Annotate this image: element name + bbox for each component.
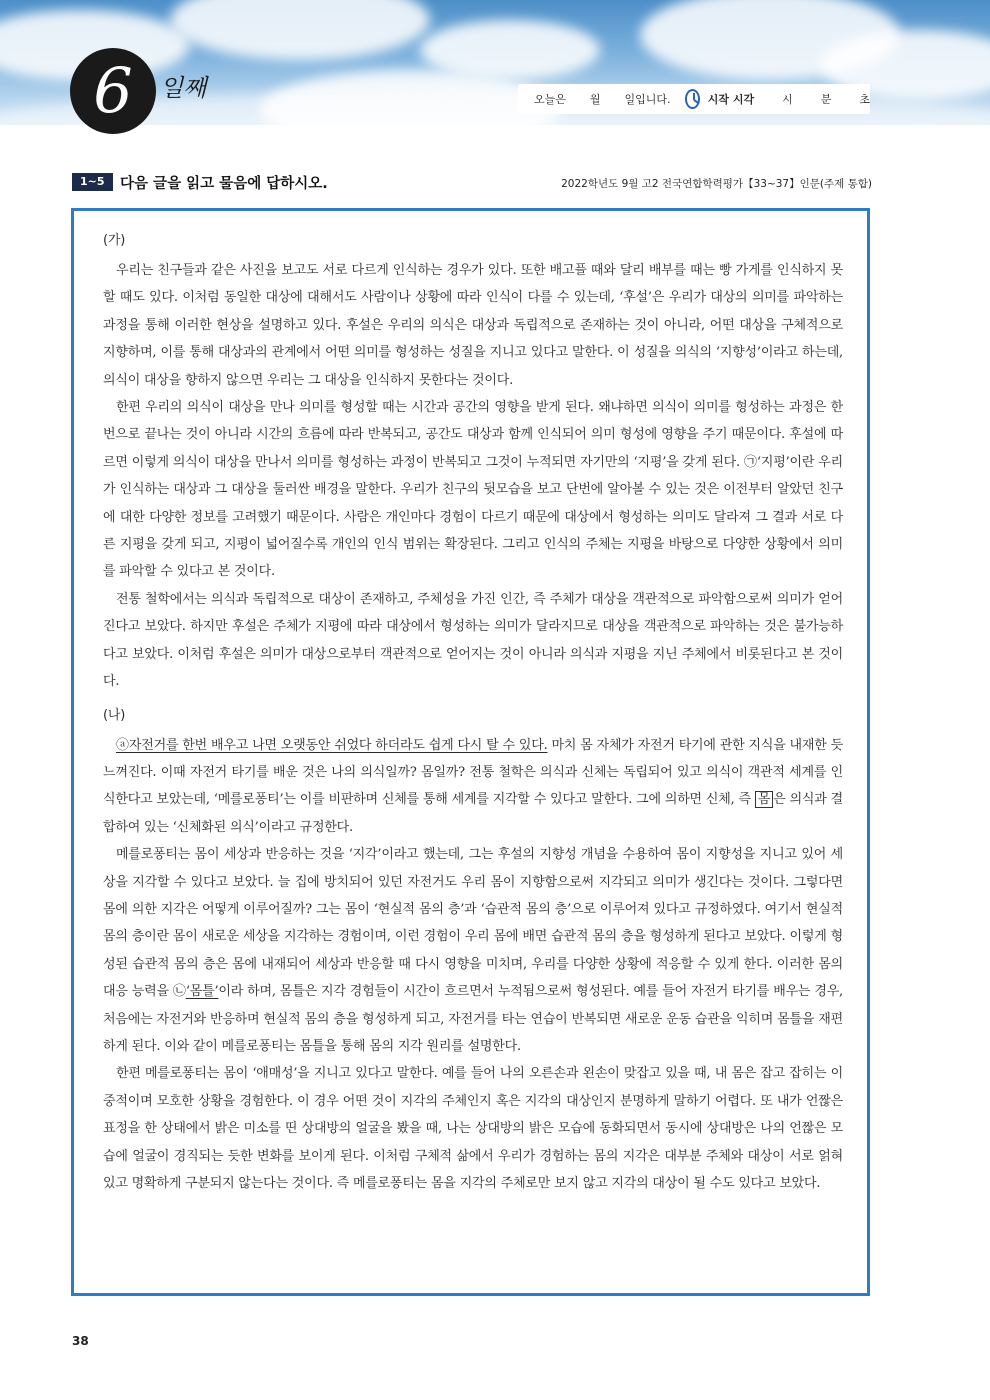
day-suffix: 일째 [160, 74, 207, 102]
passage-text [103, 231, 843, 1197]
section-a-label: (가) [103, 233, 126, 248]
boxed-term-body: 몸 [755, 791, 773, 808]
question-header [72, 173, 872, 193]
section-b-p2-text: 메를로퐁티는 몸이 세상과 반응하는 것을 ‘지각’이라고 했는데, 그는 후설의 지향성 개념을 수용하여 몸이 지향성을 지니고 있어 세상을 지각할 수 있다고 보았다. 늘 집에 방치되어 있던 자전거도 우리 몸이 지향함으로써 지각되고 의미가 생긴다는 것이다. 그렇다면 몸에 의한 지각은 어떻게 이루어질까? 그는 몸이 ‘현실적 몸의 층’과 ‘습관적 몸의 층’으로 이루어져 있다고 규정하였다. 여기서 현실적 몸의 층이란 몸이 새로운 세상을 지각하는 경험이며, 이런 경험이 우리 몸에 배면 습관적 몸의 층을 형성하게 된다고 보았다. 이렇게 형성된 습관적 몸의 층은 몸에 내재되어 세상과 반응할 때 다시 영향을 미치며, 우리를 다양한 상황에 적응할 수 있게 한다. 이러한 몸의 대응 능력을 ㉡ [103, 847, 843, 1000]
today-label: 오늘은 [534, 93, 566, 106]
passage-box [71, 208, 870, 1296]
second-label: 초 [859, 93, 870, 106]
start-time-label: 시작 시각 [707, 93, 755, 106]
minute-label: 분 [820, 93, 832, 106]
clock-icon [685, 89, 700, 109]
section-b-p1-text: 마치 몸 자체가 자전거 타기에 관한 지식을 내재한 듯 느껴진다. 이때 자전거 타기를 배운 것은 나의 의식일까? 몸일까? 전통 철학은 의식과 신체는 독립되어 있고 의식이 객관적 세계를 인식한다고 보았는데, ‘메를로퐁티’는 이를 비판하며 신체를 통해 세계를 지각할 수 있다고 말한다. 그에 의하면 신체, 즉 [103, 737, 843, 808]
question-source: 2022학년도 9월 고2 전국연합학력평가【33~37】인문(주제 통합) [561, 178, 872, 190]
month-label: 월 [589, 93, 601, 106]
page-number: 38 [72, 1334, 89, 1348]
underlined-term-momtl: ‘몸틀’ [185, 984, 219, 1000]
section-b-p2-end: 이라 하며, 몸틀은 지각 경험들이 시간이 흐르면서 누적됨으로써 형성된다. 예를 들어 자전거 타기를 배우는 경우, 처음에는 자전거와 반응하며 현실적 몸의 층을 형성하게 되고, 자전거를 타는 연습이 반복되면 새로운 운동 습관을 익히며 몸틀을 재편하게 된다. 이와 같이 메를로퐁티는 몸틀을 통해 몸의 지각 원리를 설명한다. [103, 984, 843, 1054]
section-b-label: (나) [103, 707, 126, 723]
section-b-paragraph-2 [103, 841, 843, 1060]
hour-label: 시 [782, 93, 793, 106]
question-title: 다음 글을 읽고 물음에 답하시오. [120, 176, 328, 192]
day-label: 일입니다. [624, 93, 671, 106]
section-b-paragraph-3: 한편 메를로퐁티는 몸이 ‘애매성’을 지니고 있다고 말한다. 예를 들어 나의 오른손과 왼손이 맞잡고 있을 때, 내 몸은 잡고 잡히는 이중적이며 모호한 상황을 경험한다. 이 경우 어떤 것이 지각의 주체인지 혹은 지각의 대상인지 분명하게 말하기 어렵다. 또 내가 언짢은 표정을 한 상태에서 밝은 미소를 띤 상대방의 얼굴을 봤을 때, 나는 상대방의 밝은 모습에 동화되면서 동시에 상대방은 나의 언짢은 모습에 얼굴이 경직되는 듯한 변화를 보이게 된다. 이처럼 구체적 삶에서 우리가 경험하는 몸의 지각은 대부분 주체와 대상이 서로 얽혀 있고 명확하게 구분되지 않는다는 것이다. 즉 메를로퐁티는 몸을 지각의 주체로만 보지 않고 지각의 대상이 될 수도 있다고 보았다. [103, 1066, 843, 1191]
underlined-sentence-a: ⓐ자전거를 한번 배우고 나면 오랫동안 쉬었다 하더라도 쉽게 다시 탈 수 있다. [116, 737, 548, 753]
day-number-badge: 6 [70, 48, 156, 134]
section-a-paragraph-2: 한편 우리의 의식이 대상을 만나 의미를 형성할 때는 시간과 공간의 영향을 받게 된다. 왜냐하면 의식이 의미를 형성하는 과정은 한 번으로 끝나는 것이 아니라 시간의 흐름에 따라 반복되고, 공간도 대상과 함께 인식되어 의미 형성에 영향을 주기 때문이다. 후설에 따르면 이렇게 의식이 대상을 만나서 의미를 형성하는 과정이 반복되고 그것이 누적되면 자기만의 ‘지평’을 갖게 된다. ㉠‘지평’이란 우리가 인식하는 대상과 그 대상을 둘러싼 배경을 말한다. 우리가 친구의 뒷모습을 보고 단번에 알아볼 수 있는 것은 이전부터 알았던 친구에 대한 다양한 정보를 고려했기 때문이다. 사람은 개인마다 경험이 다르기 때문에 대상에서 형성하는 의미도 달라져 그 결과 서로 다른 지평을 갖게 되고, 지평이 넓어질수록 개인의 인식 범위는 확장된다. 그리고 인식의 주체는 지평을 바탕으로 다양한 상황에서 의미를 파악할 수 있다고 본 것이다. [103, 400, 843, 580]
section-b-p1-end: 은 의식과 결합하여 있는 ‘신체화된 의식’이라고 규정한다. [103, 792, 843, 835]
question-number-badge: 1~5 [72, 173, 113, 191]
section-a-paragraph-3: 전통 철학에서는 의식과 독립적으로 대상이 존재하고, 주체성을 가진 인간, 즉 주체가 대상을 객관적으로 파악함으로써 의미가 얻어진다고 보았다. 하지만 후설은 주체가 지평에 따라 대상에서 형성하는 의미가 달라지므로 대상을 객관적으로 파악하는 것은 불가능하다고 보았다. 이처럼 후설은 의미가 대상으로부터 객관적으로 얻어지는 것이 아니라 의식과 지평을 지닌 주체에서 비롯된다고 본 것이다. [103, 591, 844, 690]
section-b-paragraph-1 [103, 732, 843, 842]
date-time-bar [518, 84, 870, 114]
section-a-paragraph-1: 우리는 친구들과 같은 사진을 보고도 서로 다르게 인식하는 경우가 있다. 또한 배고플 때와 달리 배부를 때는 빵 가게를 인식하지 못할 때도 있다. 이처럼 동일한 대상에 대해서도 사람이나 상황에 따라 인식이 다를 수 있는데, ‘후설’은 우리가 대상의 의미를 파악하는 과정을 통해 이러한 현상을 설명하고 있다. 후설은 우리의 의식은 대상과 독립적으로 존재하는 것이 아니라, 어떤 대상을 구체적으로 지향하며, 이를 통해 대상과의 관계에서 어떤 의미를 형성하는 성질을 지니고 있다고 말한다. 이 성질을 의식의 ‘지향성’이라고 하는데, 의식이 대상을 향하지 않으면 우리는 그 대상을 인식하지 못한다는 것이다. [103, 263, 843, 388]
